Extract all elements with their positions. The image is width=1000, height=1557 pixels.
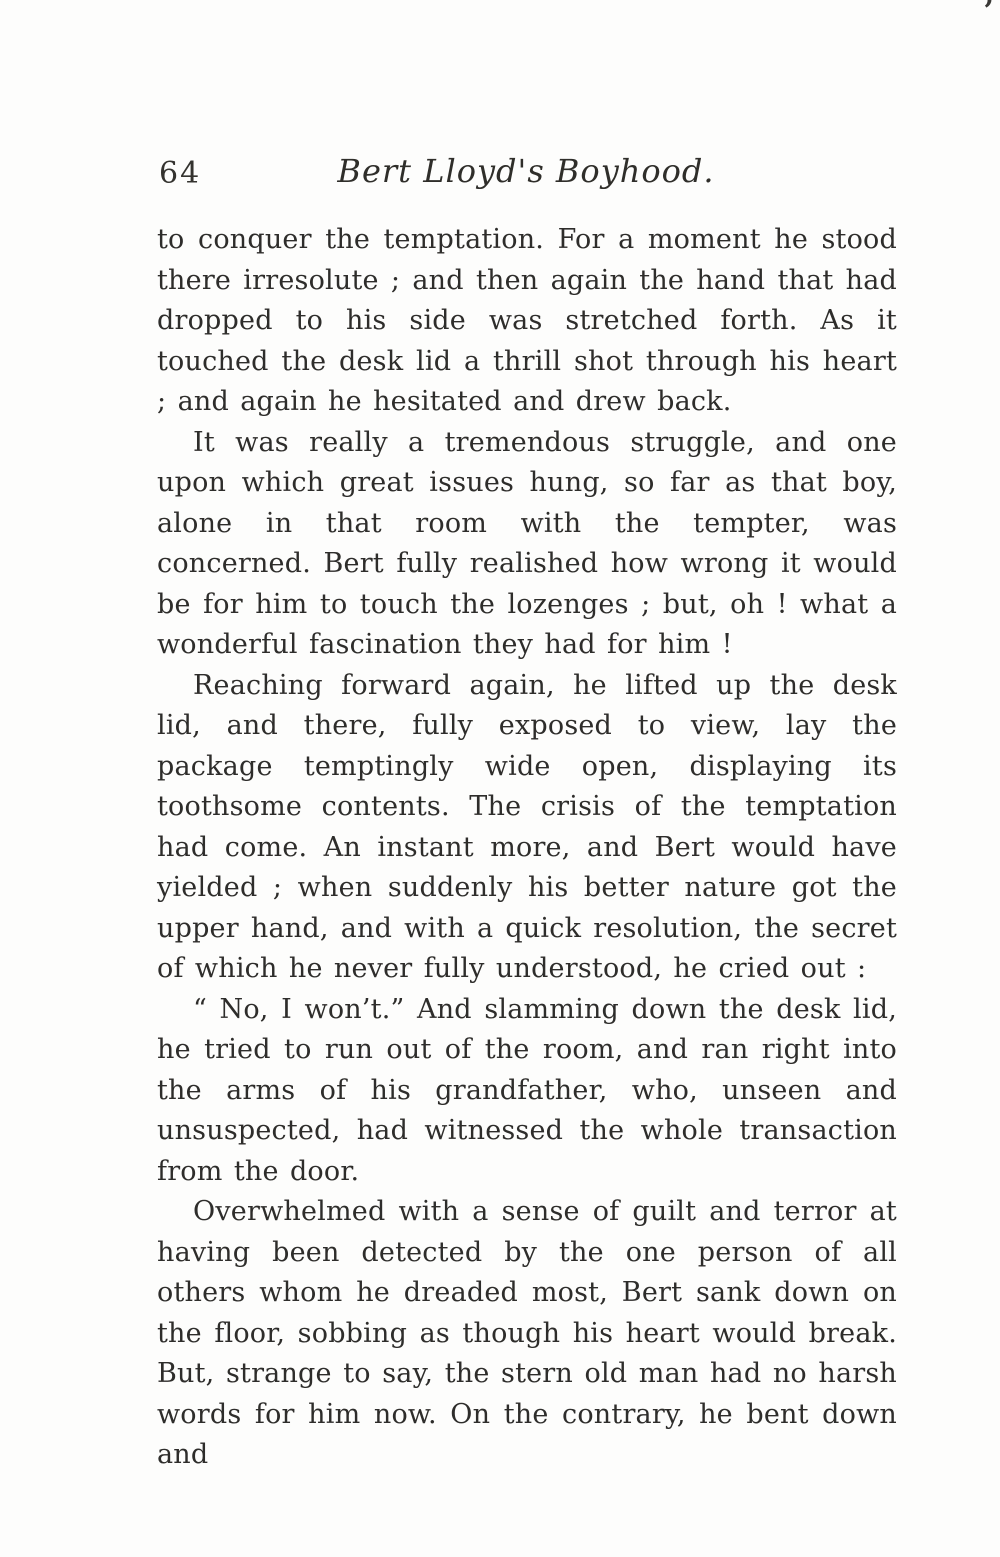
paragraph: Reaching forward again, he lifted up the desk lid, and there, fully exposed to view, lay the package temptingly wide open, displaying its toothsome contents. The crisis of the temptation had come. An instant more, and Bert would have yielded ; when suddenly his better nature got the upper hand, and with a quick resolution, the secret of which he never fully understood, he cried out :	[157, 669, 897, 984]
page-header	[157, 152, 895, 200]
paragraph: “ No, I won’t.” And slamming down the desk lid, he tried to run out of the room, and ran right into the arms of his grandfather, who, unseen and unsuspected, had witnessed the whole transaction from the door.	[157, 993, 897, 1187]
paragraph: It was really a tremendous struggle, and one upon which great issues hung, so far as that boy, alone in that room with the tempter, was concerned. Bert fully realished how wrong it would be for him to touch the lozenges ; but, oh ! what a wonderful fascination they had for him !	[157, 426, 897, 660]
scan-corner-artifact: ’	[983, 0, 994, 29]
paragraph: Overwhelmed with a sense of guilt and terror at having been detected by the one person of all others whom he dreaded most, Bert sank down on the floor, sobbing as though his heart would break. But, strange to say, the stern old man had no harsh words for him now. On the contrary, he bent down and	[157, 1196, 897, 1470]
body-text	[157, 220, 897, 1476]
paragraph: to conquer the temptation. For a moment he stood there irresolute ; and then again the hand that had dropped to his side was stretched forth. As it touched the desk lid a thrill shot through his heart ; and again he hesitated and drew back.	[157, 224, 897, 417]
page-number: 64	[159, 156, 202, 191]
running-title: Bert Lloyd's Boyhood.	[337, 152, 715, 190]
